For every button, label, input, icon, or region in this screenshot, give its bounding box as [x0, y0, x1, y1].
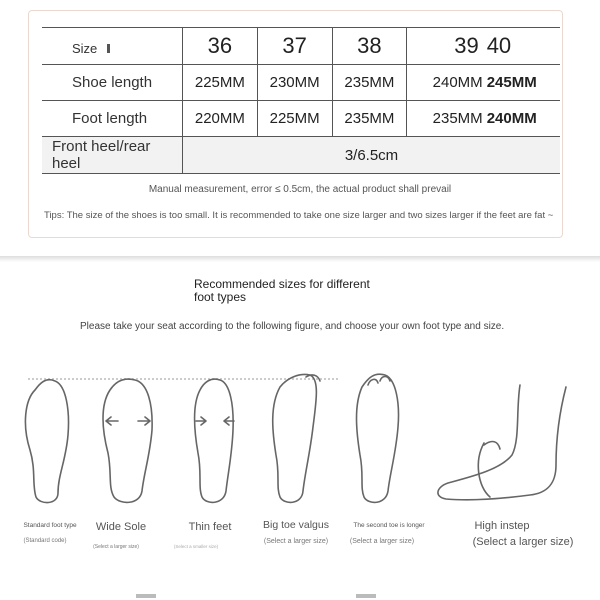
foot-type-5-name: The second toe is longer — [353, 522, 425, 529]
size-39: 39 — [407, 28, 487, 65]
arrow-icon — [196, 417, 234, 425]
foot-type-2-hint: (Select a larger size) — [93, 544, 139, 550]
size-label: Size — [72, 41, 98, 56]
shoe-length-37: 230MM — [257, 65, 332, 101]
section-title — [194, 278, 370, 304]
shoe-length-39: 240MM — [407, 65, 487, 101]
bottom-mark — [356, 594, 376, 598]
size-table — [42, 27, 560, 174]
table-row-heel — [42, 137, 560, 174]
foot-type-1-hint: (Standard code) — [23, 538, 67, 544]
arrow-icon — [106, 417, 150, 425]
section-title-line2: foot types — [194, 290, 247, 304]
size-36: 36 — [183, 28, 258, 65]
section-title-line1: Recommended sizes for different — [194, 277, 370, 291]
table-row-shoe-length — [42, 65, 560, 101]
foot-types-illustration — [0, 365, 600, 515]
foot-type-6-name: High instep — [474, 520, 530, 532]
foot-length-38: 235MM — [332, 101, 407, 137]
foot-outline-icon — [25, 380, 68, 503]
heel-value: 3/6.5cm — [183, 137, 561, 174]
instruction-text: Please take your seat according to the following figure, and choose your own foot type and size. — [80, 321, 505, 332]
bottom-mark — [136, 594, 156, 598]
table-row-size — [42, 28, 560, 65]
table-row-foot-length — [42, 101, 560, 137]
foot-outline-icon — [273, 375, 317, 503]
shoe-length-36: 225MM — [183, 65, 258, 101]
measurement-note: Manual measurement, error ≤ 0.5cm, the actual product shall prevail — [148, 184, 452, 195]
ruler-icon — [107, 44, 110, 53]
section-divider — [0, 256, 600, 262]
size-38: 38 — [332, 28, 407, 65]
foot-type-3-name: Thin feet — [188, 521, 232, 533]
shoe-length-label: Shoe length — [42, 65, 183, 101]
foot-length-36: 220MM — [183, 101, 258, 137]
foot-type-3-hint: (Select a smaller size) — [173, 544, 219, 549]
size-label-cell — [42, 28, 183, 65]
size-37: 37 — [257, 28, 332, 65]
foot-outline-icon — [195, 379, 234, 502]
foot-length-37: 225MM — [257, 101, 332, 137]
heel-label: Front heel/rear heel — [42, 137, 183, 174]
foot-length-label: Foot length — [42, 101, 183, 137]
size-40: 40 — [487, 28, 560, 65]
foot-type-2-name: Wide Sole — [95, 521, 147, 533]
foot-type-5-hint: (Select a larger size) — [349, 538, 415, 545]
foot-outline-icon — [357, 374, 399, 502]
foot-outline-icon — [103, 379, 152, 502]
foot-length-39: 235MM — [407, 101, 487, 137]
tips-text: Tips: The size of the shoes is too small. It is recommended to take one size larger and two sizes larger if the feet are fat ~ — [44, 210, 554, 221]
side-foot-icon — [438, 385, 566, 500]
foot-length-40: 240MM — [487, 101, 560, 137]
shoe-length-40: 245MM — [487, 65, 560, 101]
shoe-length-38: 235MM — [332, 65, 407, 101]
foot-type-1-name: Standard foot type — [23, 522, 77, 529]
foot-type-4-hint: (Select a larger size) — [263, 538, 329, 545]
foot-type-6-hint: (Select a larger size) — [472, 536, 574, 548]
foot-type-4-name: Big toe valgus — [263, 519, 329, 531]
